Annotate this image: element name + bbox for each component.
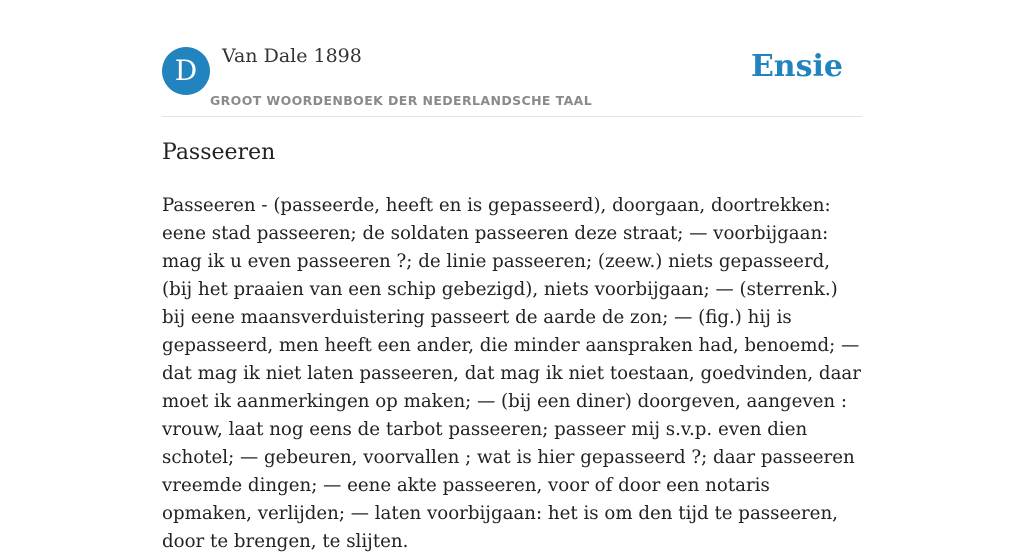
source-avatar[interactable]: D bbox=[162, 47, 210, 95]
source-subtitle: GROOT WOORDENBOEK DER NEDERLANDSCHE TAAL bbox=[210, 93, 593, 108]
brand-logo[interactable]: Ensie bbox=[750, 49, 843, 84]
entry-title: Passeeren bbox=[162, 140, 276, 165]
source-header bbox=[162, 0, 862, 117]
entry-definition: Passeeren - (passeerde, heeft en is gepasseerd), doorgaan, doortrekken: eene stad passeeren; de soldaten passeeren deze straat; — voorbijgaan: mag ik u even passeeren ?; de linie passeeren; (zeew.) niets gepasseerd, (bij het praaien van een schip gebezigd), niets voorbijgaan; — (sterrenk.) bij eene maansverduistering passeert de aarde de zon; — (fig.) hij is gepasseerd, men heeft een ander, die minder aanspraken had, benoemd; — dat mag ik niet laten passeeren, dat mag ik niet toestaan, goedvinden, daar moet ik aanmerkingen op maken; — (bij een diner) doorgeven, aangeven : vrouw, laat nog eens de tarbot passeeren; passeer mij s.v.p. even dien schotel; — gebeuren, voorvallen ; wat is hier gepasseerd ?; daar passeeren vreemde dingen; — eene akte passeeren, voor of door een notaris opmaken, verlijden; — laten voorbijgaan: het is om den tijd te passeeren, door te brengen, te slijten. bbox=[162, 195, 861, 552]
source-title-link[interactable]: Van Dale 1898 bbox=[222, 45, 362, 67]
